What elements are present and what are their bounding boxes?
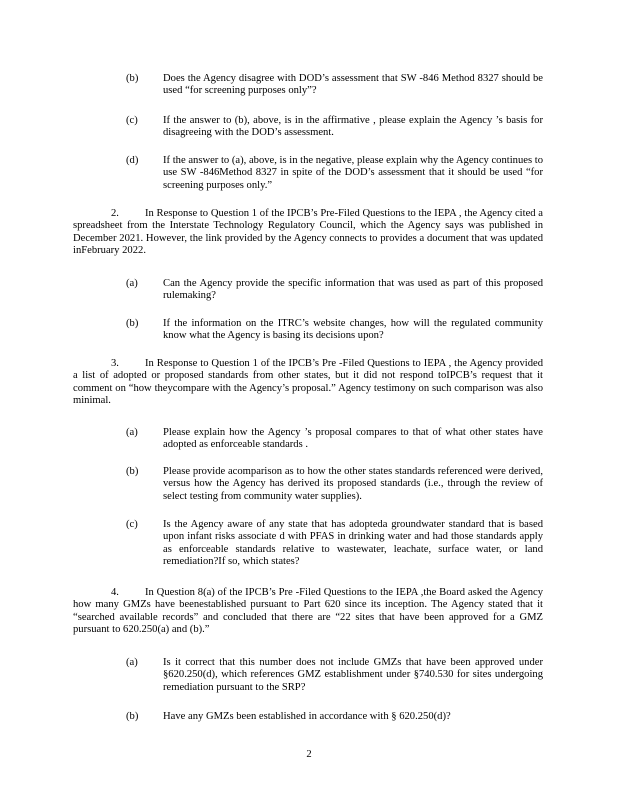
- item-text: Have any GMZs been established in accordance with § 620.250(d)?: [163, 711, 451, 722]
- paragraph-number: 4.: [111, 587, 119, 598]
- paragraph-text: In Question 8(a) of the IPCB’s Pre -Filed Questions to the IEPA ,the Board asked the Agency how many GMZs have beenestablished pursuant to Part 620 since its inception. The Agency stated that it “searched available records” and concluded that there are “22 sites that have been approved for a GMZ pursuant to 620.250(a) and (b).”: [73, 587, 543, 636]
- item-label: (a): [126, 657, 138, 668]
- item-text: Can the Agency provide the specific information that was used as part of this proposed rulemaking?: [163, 278, 543, 302]
- item-text: Is it correct that this number does not include GMZs that have been approved under §620.250(d), which references GMZ establishment under §740.530 for sites undergoing remediation pursuant to the SRP?: [163, 657, 543, 693]
- paragraph-4: [73, 587, 543, 637]
- item-text: Does the Agency disagree with DOD’s assessment that SW -846 Method 8327 should be used “for screening purposes only”?: [163, 73, 543, 97]
- item-text: Is the Agency aware of any state that has adopteda groundwater standard that is based upon infant risks associate d with PFAS in drinking water and had those standards apply as enforceable standards relative to wastewater, leachate, surface water, or land remediation?If so, which states?: [163, 519, 543, 568]
- paragraph-number: 3.: [111, 358, 119, 369]
- item-label: (b): [126, 73, 139, 84]
- paragraph-3: [73, 358, 543, 408]
- item-label: (c): [126, 519, 138, 530]
- item-label: (a): [126, 278, 138, 289]
- item-text: Please provide acomparison as to how the other states standards referenced were derived, versus how the Agency has derived its proposed standards (i.e., through the review of select testing from community water supplies).: [163, 466, 543, 502]
- item-label: (b): [126, 466, 139, 477]
- item-text: If the answer to (b), above, is in the affirmative , please explain the Agency ’s basis for disagreeing with the DOD’s assessment.: [163, 115, 543, 139]
- item-label: (b): [126, 318, 139, 329]
- item-label: (d): [126, 155, 139, 166]
- item-label: (c): [126, 115, 138, 126]
- paragraph-number: 2.: [111, 208, 119, 219]
- paragraph-2: [73, 208, 543, 258]
- item-label: (b): [126, 711, 139, 722]
- item-text: Please explain how the Agency ’s proposal compares to that of what other states have adopted as enforceable standards .: [163, 427, 543, 451]
- page-number: 2: [306, 749, 312, 760]
- paragraph-text: In Response to Question 1 of the IPCB’s Pre -Filed Questions to IEPA , the Agency provided a list of adopted or proposed standards from other states, but it did not respond toIPCB’s request that it comment on “how theycompare with the Agency’s proposal.” Agency testimony on such comparison was also minimal.: [73, 358, 543, 407]
- item-text: If the answer to (a), above, is in the negative, please explain why the Agency continues to use SW -846Method 8327 in spite of the DOD’s assessment that it should be used “for screening purposes only.”: [163, 155, 543, 191]
- paragraph-text: In Response to Question 1 of the IPCB’s Pre-Filed Questions to the IEPA , the Agency cited a spreadsheet from the Interstate Technology Regulatory Council, which the Agency says was published in December 2021. However, the link provided by the Agency connects to provides a document that was updated inFebruary 2022.: [73, 208, 543, 257]
- item-text: If the information on the ITRC’s website changes, how will the regulated community know what the Agency is basing its decisions upon?: [163, 318, 543, 342]
- item-label: (a): [126, 427, 138, 438]
